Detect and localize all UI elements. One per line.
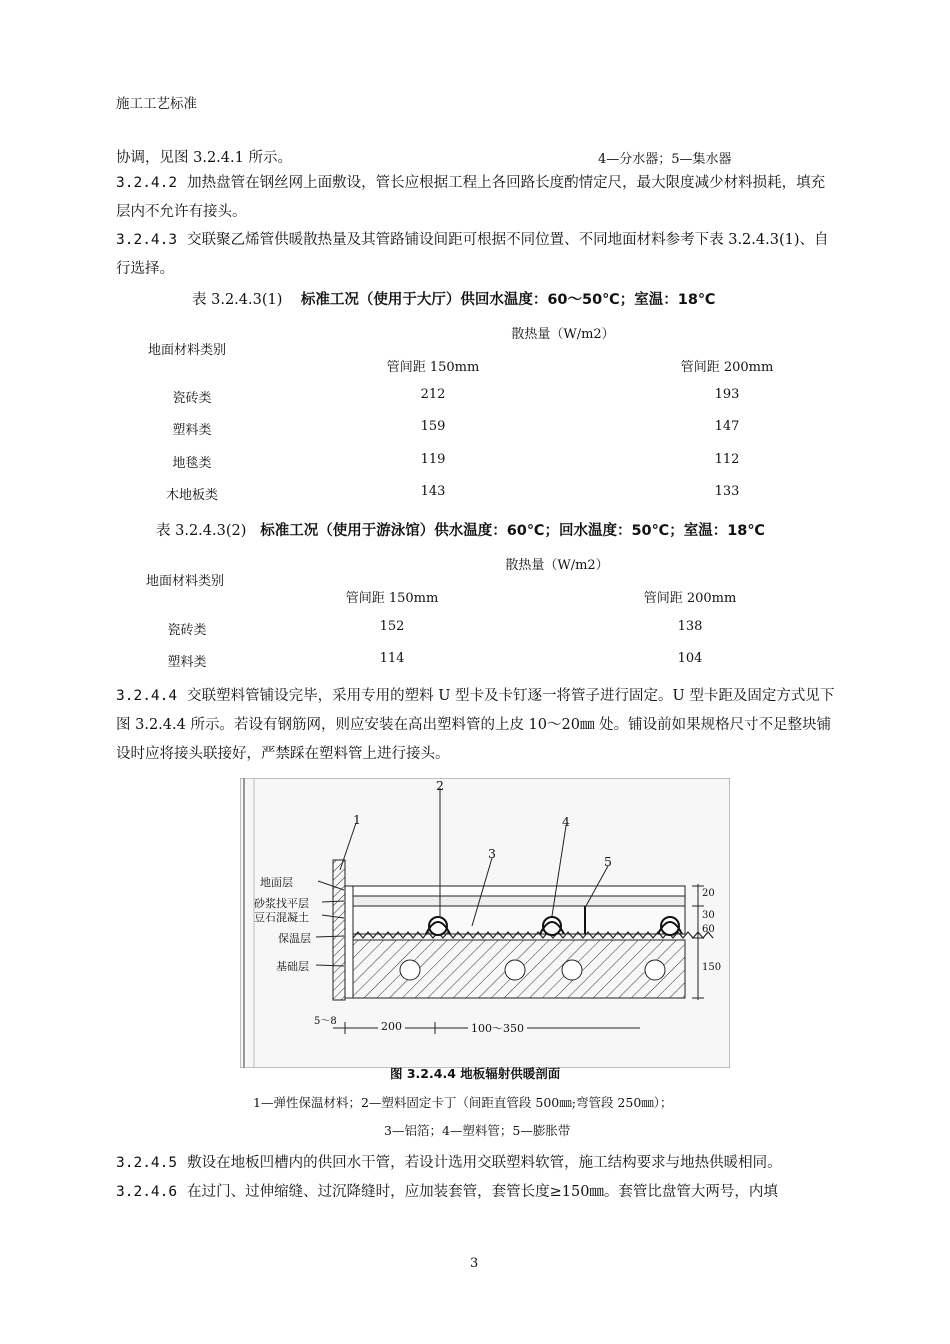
callout-4: 4 (562, 814, 570, 829)
table-cell: 104 (677, 651, 703, 666)
clause-text: 加热盘管在钢丝网上面敷设，管长应根据工程上各回路长度酌情定尺，最大限度减少材料损耗，填充层内不允许有接头。 (116, 175, 826, 220)
table-cell: 147 (714, 419, 740, 434)
mortar-layer (353, 896, 685, 906)
layer-label: 砂浆找平层 (254, 897, 309, 910)
figure-legend-fragment: 4—分水器；5—集水器 (598, 152, 732, 167)
table1-col-header: 地面材料类别 (148, 343, 227, 358)
table-cell: 159 (420, 419, 446, 434)
table-row-material: 木地板类 (165, 488, 219, 503)
callout-1: 1 (353, 812, 361, 827)
elastic-insulation-strip (345, 886, 353, 998)
table-row-material: 塑料类 (167, 655, 207, 670)
paragraph-3242 (116, 169, 836, 227)
table-cell: 133 (714, 484, 740, 499)
clause-number: 3.2.4.2 (116, 175, 178, 191)
dim-label: 150 (702, 962, 722, 973)
table2-group-header: 散热量（W/m2） (505, 558, 609, 573)
dim-label: 5～8 (314, 1016, 337, 1027)
dim-label: 20 (702, 888, 715, 899)
clause-number: 3.2.4.6 (116, 1184, 178, 1200)
figure-caption: 图 3.2.4.4 地板辐射供暖剖面 (390, 1066, 561, 1081)
table2-caption: 表 3.2.4.3(2) 标准工况（使用于游泳馆）供水温度：60℃；回水温度：50℃；室温：18℃ (156, 523, 765, 539)
floor-layer (353, 886, 685, 896)
table-cell: 152 (379, 619, 405, 634)
pea-gravel-concrete-layer (353, 906, 685, 934)
dim-label: 30 (702, 910, 715, 921)
clause-text: 在过门、过伸缩缝、过沉降缝时，应加装套管，套管长度≥150㎜。套管比盘管大两号，内填 (187, 1184, 778, 1200)
table-cell: 212 (420, 387, 446, 402)
table2-subheader-200: 管间距 200mm (643, 591, 737, 606)
floor-heating-section-figure (240, 778, 730, 1068)
layer-label: 豆石混凝土 (254, 911, 309, 924)
clause-number: 3.2.4.4 (116, 688, 178, 704)
callout-5: 5 (604, 854, 612, 869)
table-cell: 193 (714, 387, 740, 402)
table-row-material: 地毯类 (172, 456, 212, 471)
figure-legend-line2: 3—铝箔；4—塑料管；5—膨胀带 (384, 1123, 571, 1138)
page-number: 3 (470, 1256, 479, 1271)
wall-section (333, 860, 345, 1000)
clause-text: 交联聚乙烯管供暖散热量及其管路铺设间距可根据不同位置、不同地面材料参考下表 3.2.4.3(1)、自行选择。 (116, 232, 829, 277)
table1-subheader-200: 管间距 200mm (680, 360, 774, 375)
dim-label: 200 (378, 1020, 405, 1033)
table-cell: 138 (677, 619, 703, 634)
layer-label: 地面层 (260, 876, 293, 889)
table1-subheader-150: 管间距 150mm (386, 360, 480, 375)
dim-label: 100～350 (468, 1020, 527, 1036)
table1-group-header: 散热量（W/m2） (511, 327, 615, 342)
paragraph-3246 (116, 1178, 836, 1207)
dim-label: 60 (702, 924, 715, 935)
paragraph-3243 (116, 226, 836, 284)
table-cell: 114 (379, 651, 405, 666)
table2-col-header: 地面材料类别 (146, 574, 225, 589)
layer-label: 基础层 (276, 960, 309, 973)
running-header: 施工工艺标准 (116, 96, 197, 112)
paragraph-3245 (116, 1149, 836, 1178)
clause-number: 3.2.4.5 (116, 1155, 178, 1171)
clause-text: 交联塑料管铺设完毕，采用专用的塑料 U 型卡及卡钉逐一将管子进行固定。U 型卡距及固定方式见下图 3.2.4.4 所示。若设有钢筋网，则应安装在高出塑料管的上皮 10～20㎜ 处。铺设前如果规格尺寸不足整块铺设时应将接头联接好，严禁踩在塑料管上进行接头。 (116, 688, 835, 762)
paragraph-3244 (116, 682, 836, 769)
table-cell: 119 (420, 452, 446, 467)
callout-3: 3 (488, 846, 496, 861)
table-row-material: 塑料类 (172, 423, 212, 438)
figure-legend-line1: 1—弹性保温材料；2—塑料固定卡丁（间距直管段 500㎜;弯管段 250㎜）； (253, 1095, 673, 1110)
table1-caption: 表 3.2.4.3(1) 标准工况（使用于大厅）供回水温度：60～50℃；室温：18℃ (192, 292, 716, 308)
table-row-material: 瓷砖类 (167, 623, 207, 638)
layer-label: 保温层 (278, 932, 311, 945)
table2-subheader-150: 管间距 150mm (345, 591, 439, 606)
callout-2: 2 (436, 778, 444, 793)
table-cell: 112 (714, 452, 740, 467)
clause-text: 敷设在地板凹槽内的供回水干管，若设计选用交联塑料软管，施工结构要求与地热供暖相同。 (187, 1155, 782, 1171)
table-row-material: 瓷砖类 (172, 391, 212, 406)
table-cell: 143 (420, 484, 446, 499)
continued-text: 协调，见图 3.2.4.1 所示。 (116, 150, 292, 166)
clause-number: 3.2.4.3 (116, 232, 178, 248)
